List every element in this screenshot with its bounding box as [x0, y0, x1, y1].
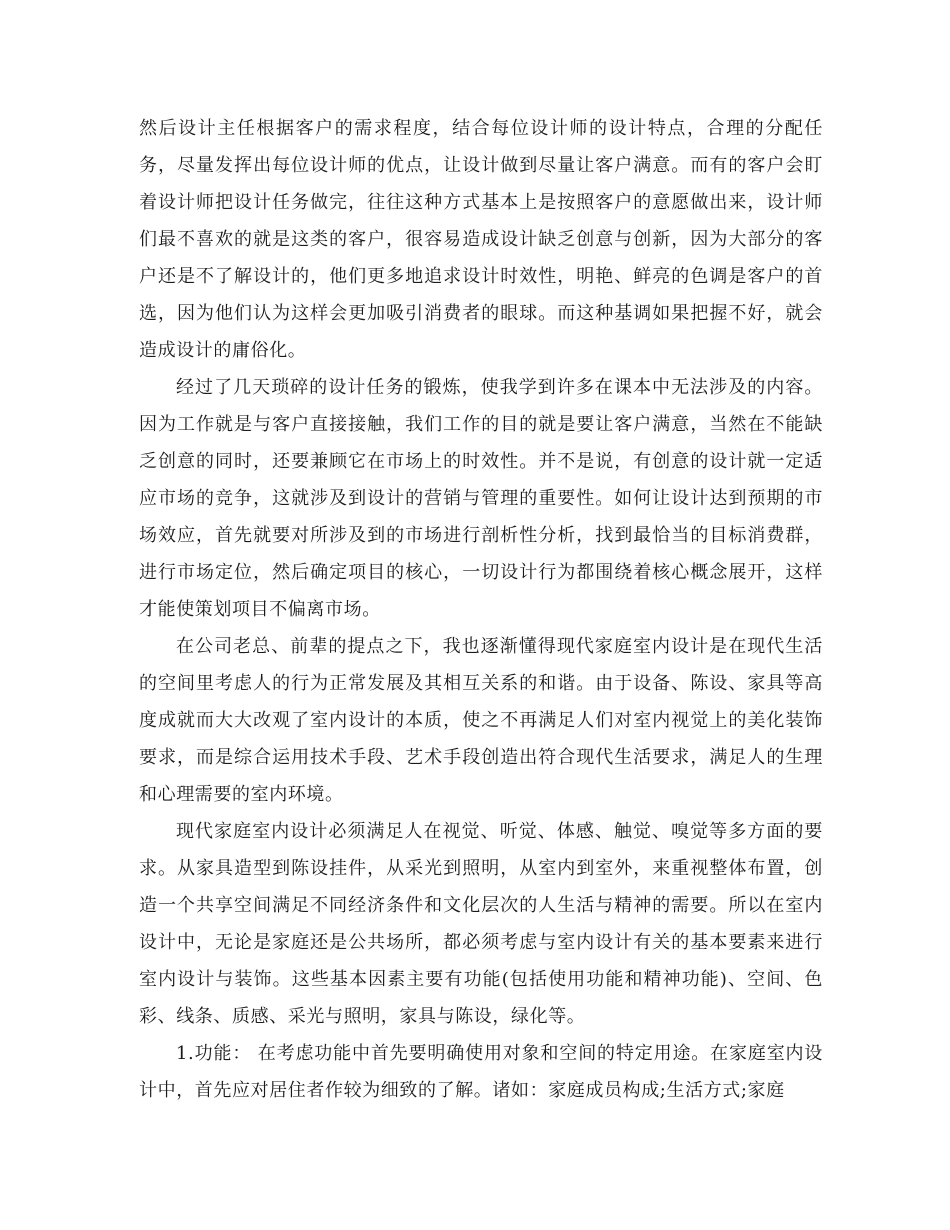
paragraph-4: 现代家庭室内设计必须满足人在视觉、听觉、体感、触觉、嗅觉等多方面的要求。从家具造型到陈设挂件，从采光到照明，从室内到室外，来重视整体布置，创造一个共享空间满足不同经济条件和文化层次的人生活与精神的需要。所以在室内设计中，无论是家庭还是公共场所，都必须考虑与室内设计有关的基本要素来进行室内设计与装饰。这些基本因素主要有功能(包括使用功能和精神功能)、空间、色彩、线条、质感、采光与照明，家具与陈设，绿化等。: [139, 821, 823, 1027]
paragraph-5: 1.功能： 在考虑功能中首先要明确使用对象和空间的特定用途。在家庭室内设计中，首先应对居住者作较为细致的了解。诸如：家庭成员构成;生活方式;家庭: [139, 1043, 823, 1101]
paragraph-3: 在公司老总、前辈的提点之下，我也逐渐懂得现代家庭室内设计是在现代生活的空间里考虑人的行为正常发展及其相互关系的和谐。由于设备、陈设、家具等高度成就而大大改观了室内设计的本质，使之不再满足人们对室内视觉上的美化装饰要求，而是综合运用技术手段、艺术手段创造出符合现代生活要求，满足人的生理和心理需要的室内环境。: [139, 636, 823, 805]
paragraph-1: 然后设计主任根据客户的需求程度，结合每位设计师的设计特点，合理的分配任务，尽量发挥出每位设计师的优点，让设计做到尽量让客户满意。而有的客户会盯着设计师把设计任务做完，往往这种方式基本上是按照客户的意愿做出来，设计师们最不喜欢的就是这类的客户，很容易造成设计缺乏创意与创新，因为大部分的客户还是不了解设计的，他们更多地追求设计时效性，明艳、鲜亮的色调是客户的首选，因为他们认为这样会更加吸引消费者的眼球。而这种基调如果把握不好，就会造成设计的庸俗化。: [139, 118, 823, 361]
document-body: [139, 110, 823, 1109]
paragraph-2: 经过了几天琐碎的设计任务的锻炼，使我学到许多在课本中无法涉及的内容。因为工作就是与客户直接接触，我们工作的目的就是要让客户满意，当然在不能缺乏创意的同时，还要兼顾它在市场上的时效性。并不是说，有创意的设计就一定适应市场的竞争，这就涉及到设计的营销与管理的重要性。如何让设计达到预期的市场效应，首先就要对所涉及到的市场进行剖析性分析，找到最恰当的目标消费群，进行市场定位，然后确定项目的核心，一切设计行为都围绕着核心概念展开，这样才能使策划项目不偏离市场。: [139, 377, 823, 620]
